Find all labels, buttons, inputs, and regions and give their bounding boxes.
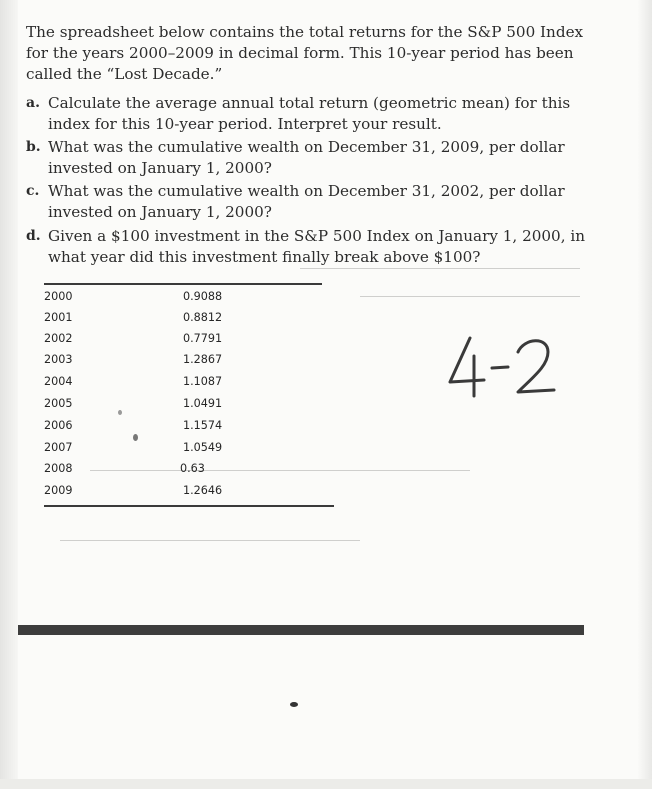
question-b-label: b.: [26, 139, 41, 155]
table-bottom-rule: [44, 505, 334, 507]
year-cell: 2004: [44, 375, 73, 388]
problem-intro: The spreadsheet below contains the total returns for the S&P 500 Index for the years 2000–2009 in decimal form. This 10-year period has been called the “Lost Decade.”: [26, 23, 584, 83]
page-divider-bar: [18, 625, 584, 635]
question-a: [26, 93, 591, 135]
year-cell: 2005: [44, 397, 73, 410]
return-cell: 1.0549: [183, 441, 223, 454]
ink-smudge: [290, 702, 298, 707]
question-d-label: d.: [26, 228, 41, 244]
table-row: [44, 462, 264, 478]
show-through-line: [360, 296, 580, 297]
return-cell: 1.1087: [183, 375, 223, 388]
return-cell: 0.7791: [183, 332, 223, 345]
table-row: [44, 375, 264, 391]
page-left-shadow: [0, 0, 18, 789]
table-row: [44, 397, 264, 413]
question-b: [26, 137, 591, 179]
year-cell: 2007: [44, 441, 73, 454]
table-row: [44, 311, 264, 327]
page-right-shadow: [638, 0, 652, 789]
table-top-rule: [44, 283, 322, 285]
show-through-line: [60, 540, 360, 541]
return-cell: 1.2646: [183, 484, 223, 497]
return-cell: 0.63: [180, 462, 205, 475]
table-row: [44, 419, 264, 435]
page-bottom-edge: [0, 779, 652, 789]
year-cell: 2002: [44, 332, 73, 345]
question-c: [26, 181, 591, 223]
table-row: [44, 290, 264, 306]
year-cell: 2009: [44, 484, 73, 497]
ink-smudge: [133, 434, 138, 441]
return-cell: 1.1574: [183, 419, 223, 432]
table-row: [44, 332, 264, 348]
year-cell: 2008: [44, 462, 73, 475]
year-cell: 2006: [44, 419, 73, 432]
return-cell: 0.8812: [183, 311, 223, 324]
year-cell: 2000: [44, 290, 73, 303]
show-through-line: [300, 268, 580, 269]
question-c-label: c.: [26, 183, 40, 199]
year-cell: 2001: [44, 311, 73, 324]
question-c-text: What was the cumulative wealth on December 31, 2002, per dollar invested on January 1, 2000?: [48, 182, 565, 221]
question-a-label: a.: [26, 95, 40, 111]
return-cell: 1.0491: [183, 397, 223, 410]
year-cell: 2003: [44, 353, 73, 366]
handwritten-annotation: [440, 330, 580, 410]
table-row: [44, 353, 264, 369]
question-a-text: Calculate the average annual total return (geometric mean) for this index for this 10-year period. Interpret your result.: [48, 94, 571, 133]
return-cell: 0.9088: [183, 290, 223, 303]
question-d: [26, 226, 591, 268]
question-d-text: Given a $100 investment in the S&P 500 Index on January 1, 2000, in what year did this investment finally break above $100?: [48, 227, 586, 266]
ink-smudge: [118, 410, 122, 415]
table-row: [44, 484, 264, 500]
table-row: [44, 441, 264, 457]
return-cell: 1.2867: [183, 353, 223, 366]
question-b-text: What was the cumulative wealth on December 31, 2009, per dollar invested on January 1, 2000?: [48, 138, 565, 177]
